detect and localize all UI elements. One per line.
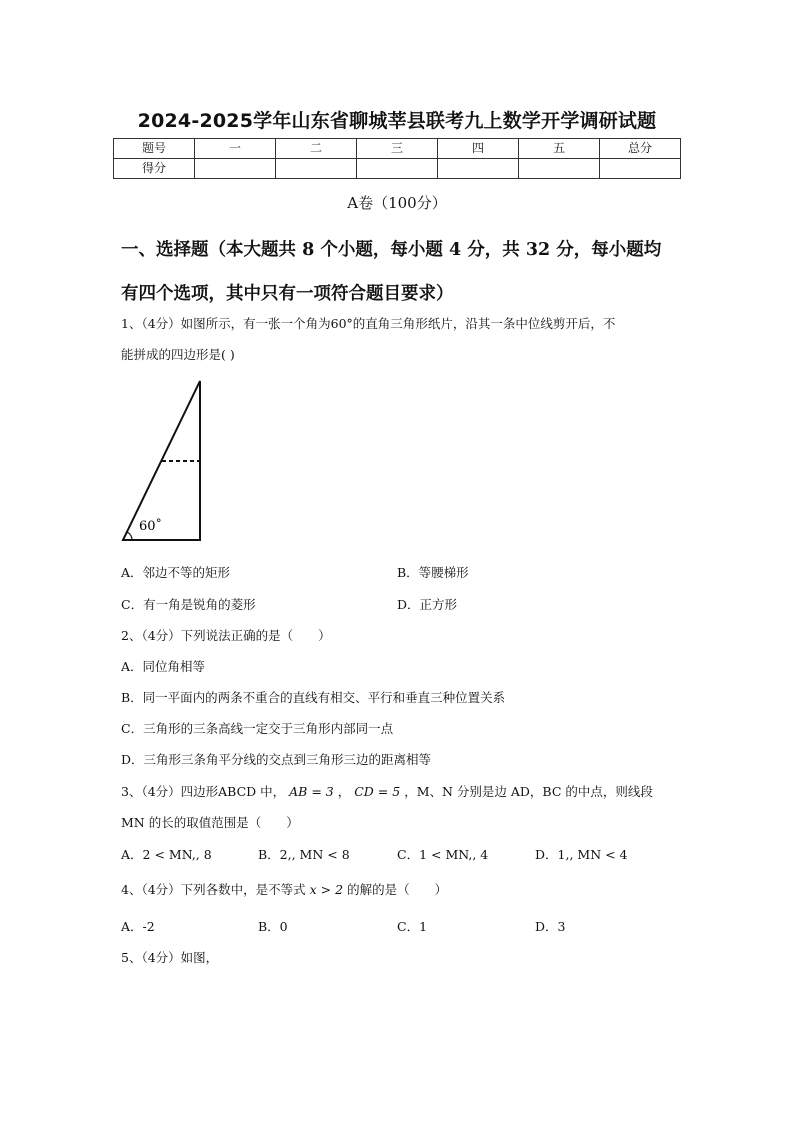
q1-option-b[interactable]: B．等腰梯形	[397, 565, 469, 580]
part1-heading	[121, 228, 681, 316]
q4-stem-end: 的解的是（ ）	[347, 882, 448, 897]
q3-separator: ，	[337, 784, 351, 799]
table-cell: 题号	[114, 139, 195, 159]
q2-option-d[interactable]: D．三角形三条角平分线的交点到三角形三边的距离相等	[121, 752, 432, 767]
table-cell: 三	[357, 139, 438, 159]
q3-option-b[interactable]: B．2,, MN < 8	[258, 847, 350, 862]
q4-option-a[interactable]: A．-2	[121, 919, 155, 934]
table-cell: 得分	[114, 159, 195, 179]
score-blank[interactable]	[438, 159, 519, 179]
q2-option-a[interactable]: A．同位角相等	[121, 659, 206, 674]
q4-option-b[interactable]: B．0	[258, 919, 288, 934]
q3-line1-end: ，M、N 分别是边 AD，BC 的中点，则线段	[404, 784, 653, 799]
q1-line1: 1、（4分）如图所示，有一张一个角为60°的直角三角形纸片，沿其一条中位线剪开后，不	[121, 316, 616, 331]
q3-option-c[interactable]: C．1 < MN,, 4	[397, 847, 489, 862]
q1-option-a[interactable]: A．邻边不等的矩形	[121, 565, 231, 580]
q1-line2: 能拼成的四边形是( )	[121, 347, 235, 362]
score-blank[interactable]	[600, 159, 681, 179]
table-cell: 总分	[600, 139, 681, 159]
q2-option-b[interactable]: B．同一平面内的两条不重合的直线有相交、平行和垂直三种位置关系	[121, 690, 506, 705]
q4-stem-start: 4、（4分）下列各数中，是不等式	[121, 882, 306, 897]
q4-option-d[interactable]: D．3	[535, 919, 566, 934]
page-title: 2024-2025学年山东省聊城莘县联考九上数学开学调研试题	[137, 110, 657, 132]
table-cell: 一	[195, 139, 276, 159]
q3-line2: MN 的长的取值范围是（ ）	[121, 815, 299, 830]
q3-line1	[121, 782, 653, 800]
part1-heading-line1: 一、选择题（本大题共 8 个小题，每小题 4 分，共 32 分，每小题均	[121, 240, 662, 260]
score-table-score-row	[114, 159, 681, 179]
score-blank[interactable]	[519, 159, 600, 179]
score-table	[113, 138, 681, 179]
angle-label: 60˚	[139, 519, 163, 534]
part1-heading-line2: 有四个选项，其中只有一项符合题目要求）	[121, 284, 454, 304]
q5-stem: 5、（4分）如图，	[121, 950, 219, 965]
q3-line1-start: 3、（4分）四边形ABCD 中，	[121, 784, 286, 799]
score-blank[interactable]	[195, 159, 276, 179]
table-cell: 四	[438, 139, 519, 159]
q4-inequality: x > 2	[309, 882, 344, 897]
score-table-header-row	[114, 139, 681, 159]
q3-eq-cd: CD = 5	[354, 784, 401, 799]
angle-arc	[127, 532, 132, 540]
score-blank[interactable]	[357, 159, 438, 179]
q1-option-d[interactable]: D．正方形	[397, 597, 458, 612]
q3-option-d[interactable]: D．1,, MN < 4	[535, 847, 628, 862]
q1-option-c[interactable]: C．有一角是锐角的菱形	[121, 597, 256, 612]
q3-option-a[interactable]: A．2 < MN,, 8	[121, 847, 212, 862]
q1-triangle-figure	[115, 375, 215, 547]
table-cell: 二	[276, 139, 357, 159]
q4-stem	[121, 880, 447, 898]
score-blank[interactable]	[276, 159, 357, 179]
triangle-outline	[123, 381, 200, 540]
q2-option-c[interactable]: C．三角形的三条高线一定交于三角形内部同一点	[121, 721, 394, 736]
q3-eq-ab: AB = 3	[289, 784, 334, 799]
q2-stem: 2、（4分）下列说法正确的是（ ）	[121, 628, 331, 643]
section-a-heading: A卷（100分）	[347, 194, 447, 212]
q4-option-c[interactable]: C．1	[397, 919, 428, 934]
table-cell: 五	[519, 139, 600, 159]
